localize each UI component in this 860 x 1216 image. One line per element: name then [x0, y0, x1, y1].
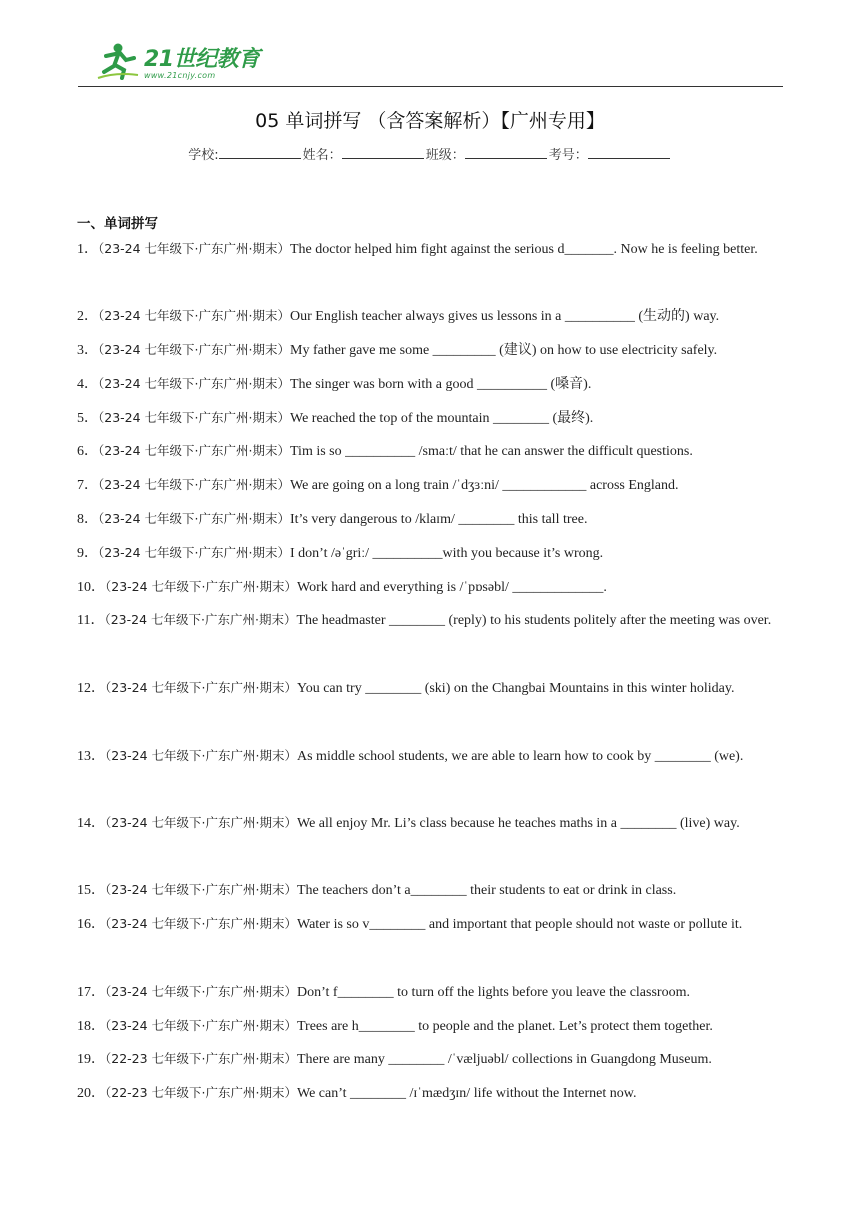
question-item	[77, 975, 783, 1010]
question-number: 18．	[77, 1019, 105, 1034]
student-info-line	[0, 144, 860, 163]
question-text: It’s very dangerous to /klaɪm/ ________ this tall tree.	[290, 512, 588, 527]
question-item	[77, 603, 783, 638]
question-item	[77, 367, 783, 402]
question-source: （23-24 七年级下·广东广州·期末）	[104, 612, 297, 627]
question-number: 19．	[77, 1052, 105, 1067]
question-source: （22-23 七年级下·广东广州·期末）	[105, 1051, 297, 1066]
question-item	[77, 671, 783, 706]
question-text: My father gave me some _________ (建议) on how to use electricity safely.	[290, 343, 718, 358]
question-number: 6．	[77, 444, 98, 459]
school-blank[interactable]	[219, 146, 301, 159]
question-source: （23-24 七年级下·广东广州·期末）	[105, 882, 297, 897]
question-source: （23-24 七年级下·广东广州·期末）	[105, 815, 297, 830]
class-blank[interactable]	[465, 146, 547, 159]
question-item	[77, 333, 783, 368]
question-number: 8．	[77, 512, 98, 527]
question-text: I don’t /əˈgriː/ __________with you because it’s wrong.	[290, 546, 604, 561]
logo-url-text: www.21cnjy.com	[144, 71, 216, 80]
question-text: Don’t f________ to turn off the lights before you leave the classroom.	[297, 985, 690, 1000]
question-text: As middle school students, we are able to learn how to cook by ________ (we).	[297, 749, 744, 764]
question-source: （23-24 七年级下·广东广州·期末）	[98, 410, 290, 425]
question-number: 20．	[77, 1086, 105, 1101]
question-text: We can’t ________ /ɪˈmædʒɪn/ life without the Internet now.	[297, 1086, 637, 1101]
number-label: 考号：	[548, 148, 588, 163]
number-blank[interactable]	[588, 146, 670, 159]
question-text: The headmaster ________ (reply) to his students politely after the meeting was over.	[296, 613, 772, 628]
question-source: （23-24 七年级下·广东广州·期末）	[105, 916, 297, 931]
question-item	[77, 502, 783, 537]
question-item	[77, 434, 783, 469]
question-text: The singer was born with a good __________ (嗓音).	[290, 377, 592, 392]
question-item	[77, 232, 783, 267]
question-number: 11．	[77, 613, 105, 628]
class-label: 班级：	[425, 148, 465, 163]
question-source: （23-24 七年级下·广东广州·期末）	[98, 545, 290, 560]
question-item	[77, 1042, 783, 1077]
question-item	[77, 401, 783, 436]
question-text: Tim is so __________ /smaːt/ that he can answer the difficult questions.	[290, 444, 693, 459]
question-number: 10．	[77, 580, 105, 595]
question-source: （23-24 七年级下·广东广州·期末）	[105, 579, 297, 594]
question-source: （23-24 七年级下·广东广州·期末）	[98, 342, 290, 357]
question-source: （22-23 七年级下·广东广州·期末）	[105, 1085, 297, 1100]
question-item	[77, 536, 783, 571]
logo-main-text: 21世纪教育	[144, 47, 260, 72]
question-source: （23-24 七年级下·广东广州·期末）	[98, 241, 290, 256]
question-number: 5．	[77, 411, 98, 426]
question-source: （23-24 七年级下·广东广州·期末）	[105, 680, 297, 695]
question-source: （23-24 七年级下·广东广州·期末）	[98, 308, 290, 323]
question-item	[77, 1076, 783, 1111]
name-label: 姓名：	[302, 148, 342, 163]
question-text: The doctor helped him fight against the serious d_______. Now he is feeling better.	[290, 242, 758, 257]
question-text: Water is so v________ and important that people should not waste or pollute it.	[297, 917, 743, 932]
question-item	[77, 468, 783, 503]
name-blank[interactable]	[342, 146, 424, 159]
question-text: There are many ________ /ˈvæljuəbl/ collections in Guangdong Museum.	[297, 1052, 712, 1067]
question-number: 16．	[77, 917, 105, 932]
question-text: Our English teacher always gives us lessons in a __________ (生动的) way.	[290, 309, 720, 324]
question-item	[77, 907, 783, 942]
logo	[96, 42, 260, 80]
question-source: （23-24 七年级下·广东广州·期末）	[105, 748, 297, 763]
question-number: 13．	[77, 749, 105, 764]
section-heading: 一、单词拼写	[77, 216, 158, 232]
question-text: We reached the top of the mountain ________ (最终).	[290, 411, 594, 426]
question-text: You can try ________ (ski) on the Changbai Mountains in this winter holiday.	[297, 681, 735, 696]
question-number: 7．	[77, 478, 98, 493]
page-header	[78, 38, 783, 87]
question-item	[77, 806, 783, 841]
question-text: Trees are h________ to people and the planet. Let’s protect them together.	[297, 1019, 713, 1034]
question-item	[77, 299, 783, 334]
question-source: （23-24 七年级下·广东广州·期末）	[98, 511, 290, 526]
question-text: We all enjoy Mr. Li’s class because he teaches maths in a ________ (live) way.	[297, 816, 740, 831]
question-number: 4．	[77, 377, 98, 392]
question-number: 2．	[77, 309, 98, 324]
question-number: 3．	[77, 343, 98, 358]
question-source: （23-24 七年级下·广东广州·期末）	[98, 477, 290, 492]
question-source: （23-24 七年级下·广东广州·期末）	[105, 1018, 297, 1033]
question-number: 17．	[77, 985, 105, 1000]
question-source: （23-24 七年级下·广东广州·期末）	[98, 443, 290, 458]
question-source: （23-24 七年级下·广东广州·期末）	[105, 984, 297, 999]
question-text: The teachers don’t a________ their students to eat or drink in class.	[297, 883, 677, 898]
question-text: We are going on a long train /ˈdʒɜːni/ ____________ across England.	[290, 478, 679, 493]
runner-icon	[96, 42, 140, 80]
school-label: 学校:	[188, 148, 219, 163]
question-number: 15．	[77, 883, 105, 898]
question-text: Work hard and everything is /ˈpɒsəbl/ _____________.	[297, 580, 607, 595]
question-source: （23-24 七年级下·广东广州·期末）	[98, 376, 290, 391]
question-number: 9．	[77, 546, 98, 561]
question-item	[77, 873, 783, 908]
question-item	[77, 1009, 783, 1044]
document-title: 05 单词拼写 （含答案解析）【广州专用】	[255, 110, 605, 132]
question-number: 14．	[77, 816, 105, 831]
question-item	[77, 739, 783, 774]
question-number: 12．	[77, 681, 105, 696]
question-number: 1．	[77, 242, 98, 257]
question-item	[77, 570, 783, 605]
